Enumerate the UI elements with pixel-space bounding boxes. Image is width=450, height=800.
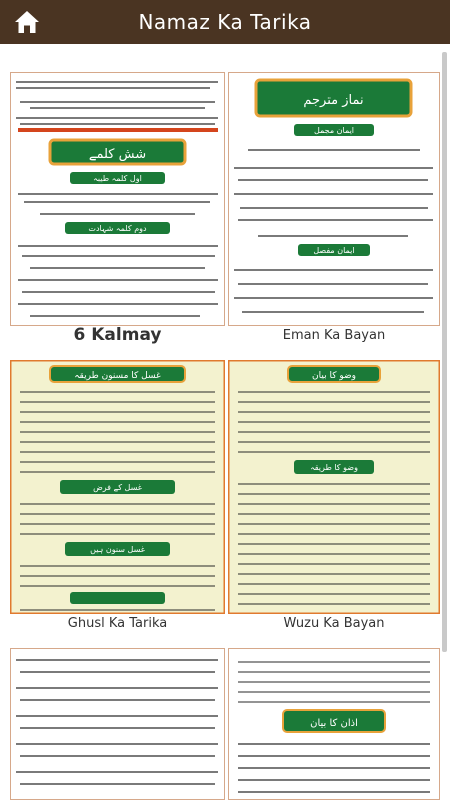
tile-label: Eman Ka Bayan <box>282 328 386 343</box>
tile-heading: شش کلمے <box>88 147 147 162</box>
page-thumbnail <box>10 648 225 800</box>
tile-chip: ایمان مجمل <box>313 126 355 135</box>
tile-chip: اول کلمہ طیبہ <box>93 174 142 183</box>
tile-chip: غسل کے فرض <box>93 483 142 492</box>
tile-heading: وضو کا بیان <box>312 371 356 381</box>
tile-page-6[interactable] <box>228 648 440 800</box>
tile-6-kalmay[interactable] <box>10 72 225 362</box>
tile-label: Ghusl Ka Tarika <box>67 616 168 631</box>
page-thumbnail <box>10 72 225 326</box>
app-title: Namaz Ka Tarika <box>138 10 312 34</box>
tile-chip: دوم کلمہ شہادت <box>88 224 147 233</box>
tile-chip: ایمان مفصل <box>313 246 355 255</box>
tile-ghusl-ka-tarika[interactable] <box>10 360 225 650</box>
tile-page-5[interactable] <box>10 648 225 800</box>
tile-wuzu-ka-bayan[interactable] <box>228 360 440 650</box>
tile-eman-ka-bayan[interactable] <box>228 72 440 362</box>
tile-heading: غسل کا مسنون طریقہ <box>74 371 161 381</box>
tile-heading: نماز مترجم <box>303 93 364 108</box>
tile-heading: اذان کا بیان <box>310 718 358 729</box>
page-thumbnail <box>228 72 440 326</box>
tile-chip: وضو کا طریقہ <box>310 463 358 472</box>
scrollbar[interactable] <box>442 52 447 652</box>
page-thumbnail <box>228 360 440 614</box>
tile-chip: غسل سنون ہیں <box>90 545 145 554</box>
app-bar <box>0 0 450 44</box>
tile-label: 6 Kalmay <box>73 325 162 345</box>
page-thumbnail <box>228 648 440 800</box>
tile-label: Wuzu Ka Bayan <box>283 616 385 631</box>
lesson-grid <box>0 44 440 800</box>
page-thumbnail <box>10 360 225 614</box>
